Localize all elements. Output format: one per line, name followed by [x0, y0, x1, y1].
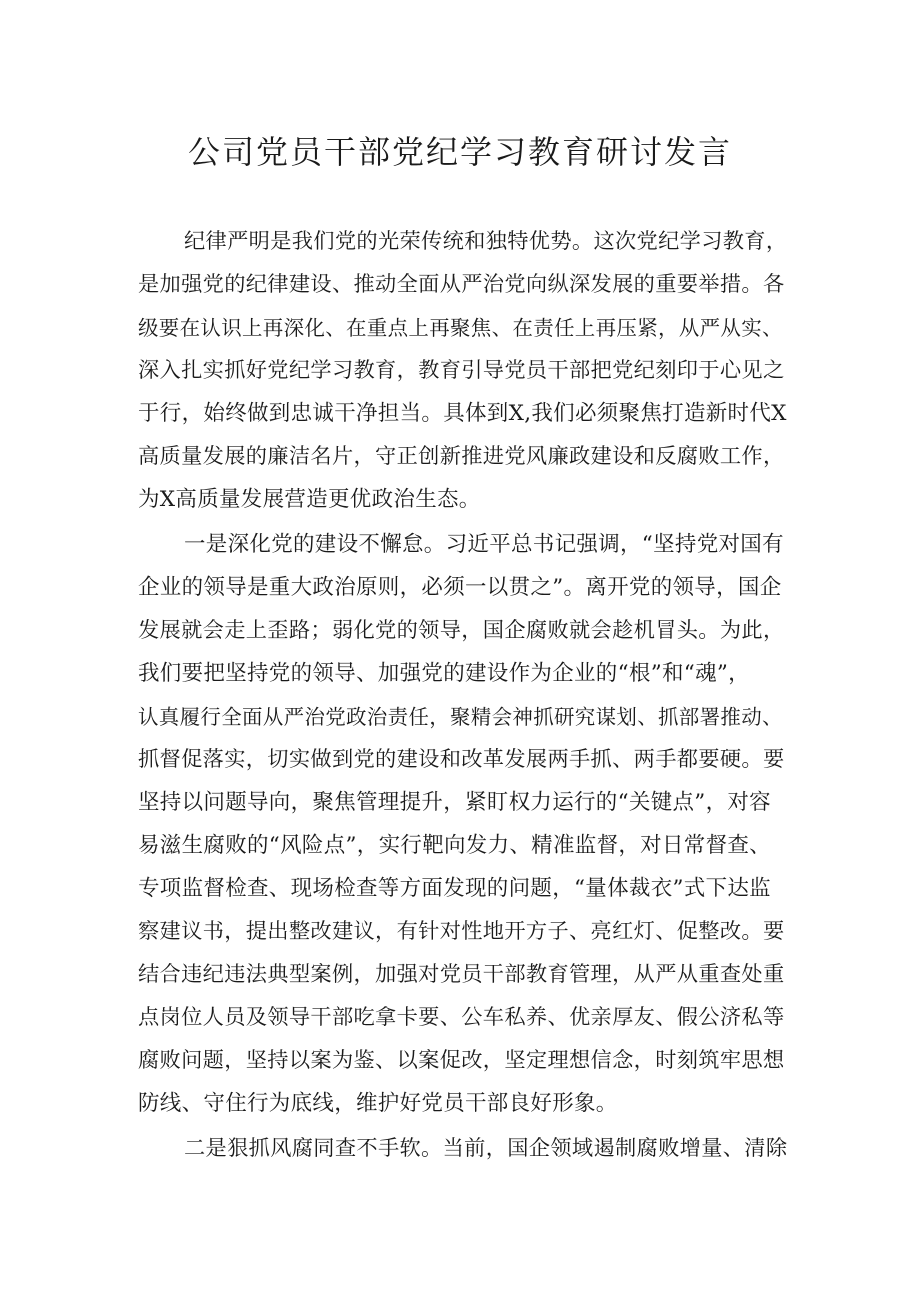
paragraph-1-line-4: 深入扎实抓好党纪学习教育，教育引导党员干部把党纪刻印于心见之 — [138, 358, 785, 383]
paragraph-2-line-5: 认真履行全面从严治党政治责任，聚精会神抓研究谋划、抓部署推动、 — [138, 705, 783, 729]
paragraph-2-line-8: 易滋生腐败的“风险点”，实行靶向发力、精准监督，对日常督查、 — [138, 833, 771, 858]
paragraph-1-line-6: 高质量发展的廉洁名片，守正创新推进党风廉政建设和反腐败工作， — [138, 444, 785, 469]
paragraph-2-line-14: 防线、守住行为底线，维护好党员干部良好形象。 — [138, 1091, 618, 1116]
paragraph-2-line-7: 坚持以问题导向，聚焦管理提升，紧盯权力运行的“关键点”，对容 — [138, 790, 771, 815]
paragraph-2-line-6: 抓督促落实，切实做到党的建设和改革发展两手抓、两手都要硬。要 — [138, 747, 785, 772]
paragraph-2-line-4: 我们要把坚持党的领导、加强党的建设作为企业的“根”和“魂”， — [138, 661, 750, 686]
paragraph-1-line-7: 为X高质量发展营造更优政治生态。 — [138, 487, 481, 512]
paragraph-2-line-2: 企业的领导是重大政治原则，必须一以贯之”。离开党的领导，国企 — [138, 575, 782, 600]
paragraph-3-line-1: 二是狠抓风腐同查不手软。当前，国企领域遏制腐败增量、清除 — [184, 1136, 788, 1161]
paragraph-2-line-12: 点岗位人员及领导干部吃拿卡要、公车私养、优亲厚友、假公济私等 — [138, 1005, 785, 1030]
paragraph-2-line-9: 专项监督检查、现场检查等方面发现的问题，“量体裁衣”式下达监 — [138, 876, 771, 901]
document-title: 公司党员干部党纪学习教育研讨发言 — [187, 133, 732, 171]
paragraph-1-line-3: 级要在认识上再深化、在重点上再聚焦、在责任上再压紧，从严从实、 — [138, 316, 783, 340]
paragraph-1-line-1: 纪律严明是我们党的光荣传统和独特优势。这次党纪学习教育， — [184, 229, 788, 254]
paragraph-2-line-3: 发展就会走上歪路；弱化党的领导，国企腐败就会趁机冒头。为此， — [138, 618, 785, 643]
paragraph-2-line-11: 结合违纪违法典型案例，加强对党员干部教育管理，从严从重查处重 — [138, 962, 785, 987]
paragraph-2-line-13: 腐败问题，坚持以案为鉴、以案促改，坚定理想信念，时刻筑牢思想 — [138, 1048, 785, 1073]
paragraph-2-line-1: 一是深化党的建设不懈怠。习近平总书记强调，“坚持党对国有 — [184, 532, 784, 557]
paragraph-2-line-10: 察建议书，提出整改建议，有针对性地开方子、亮红灯、促整改。要 — [138, 919, 785, 944]
paragraph-1-line-2: 是加强党的纪律建设、推动全面从严治党向纵深发展的重要举措。各 — [138, 272, 785, 297]
paragraph-1-line-5: 于行，始终做到忠诚干净担当。具体到X,我们必须聚焦打造新时代X — [138, 401, 787, 426]
